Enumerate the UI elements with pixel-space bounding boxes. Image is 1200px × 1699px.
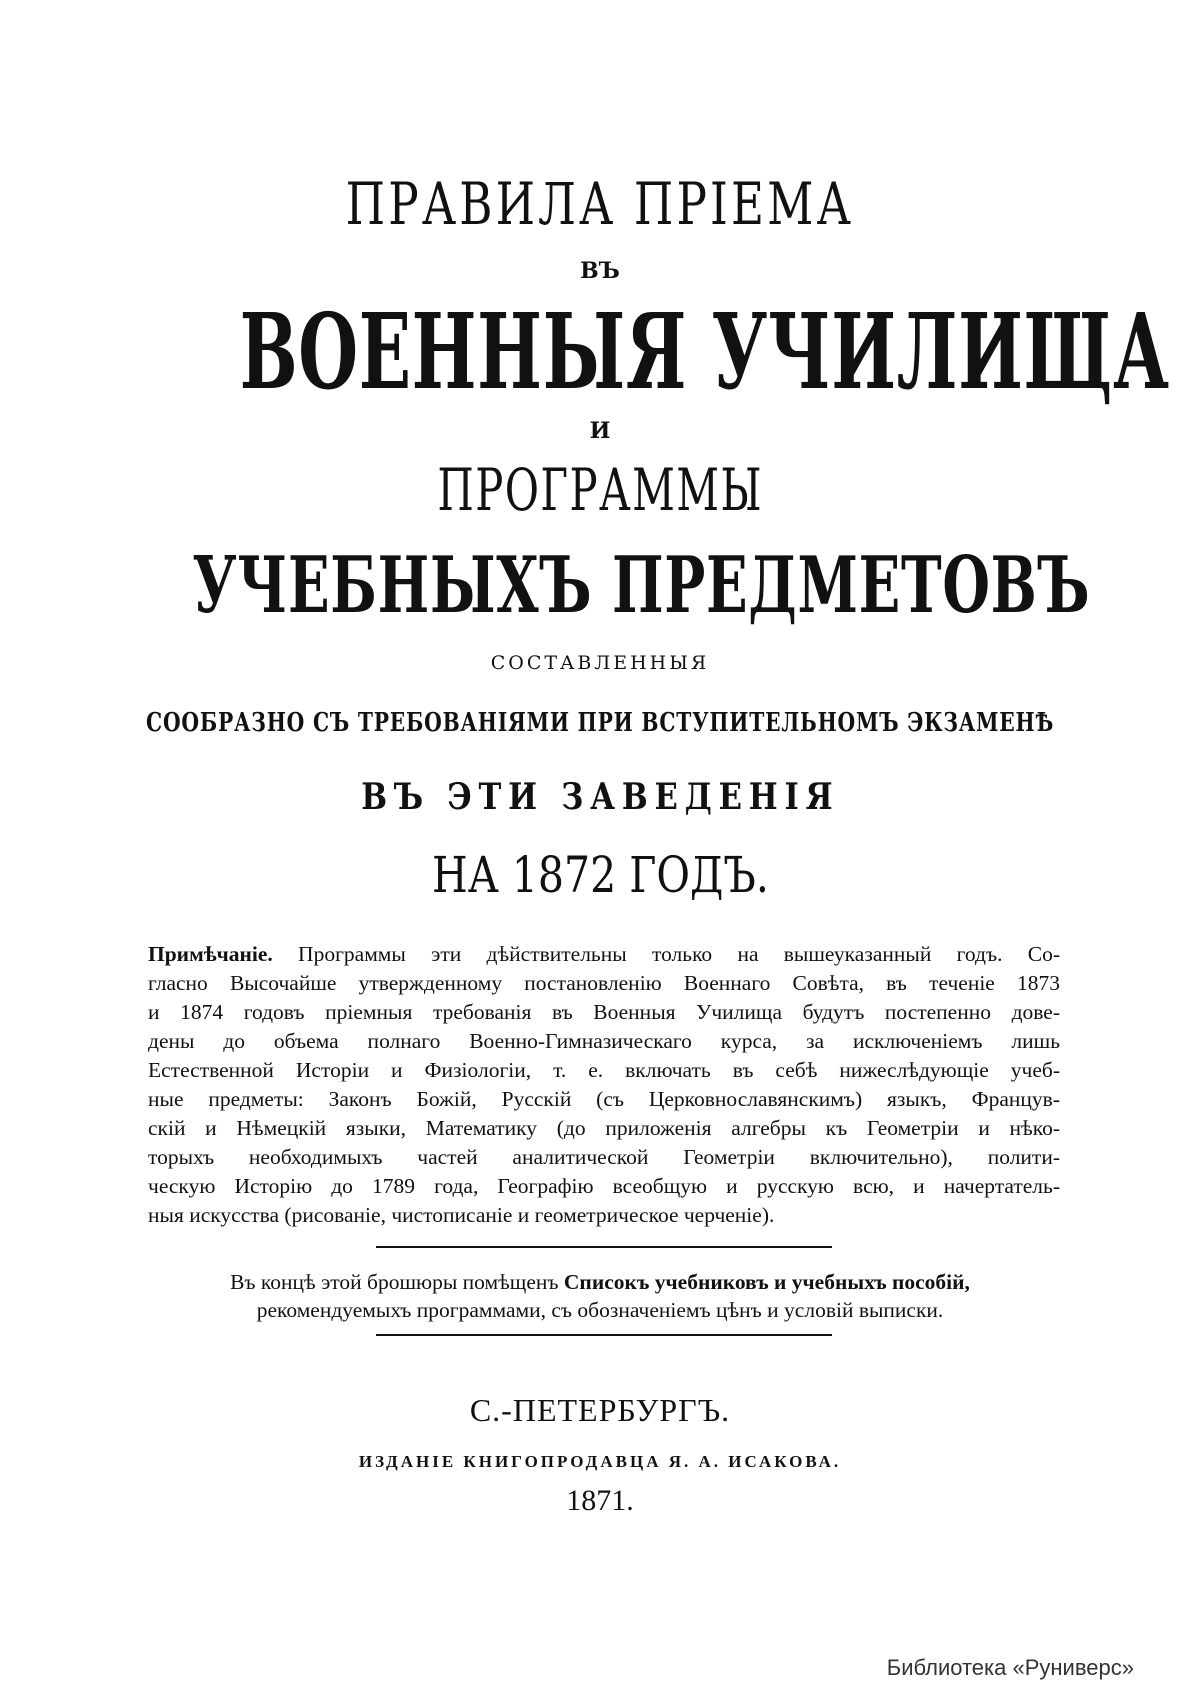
title-main-line-3-text: ВОЕННЫЯ УЧИЛИЩА [239, 290, 1170, 413]
title-requirements-text: СООБРАЗНО СЪ ТРЕБОВАНІЯМИ ПРИ ВСТУПИТЕЛЬНОМЪ ЭКЗАМЕНѢ [145, 708, 1055, 738]
note-line-3: и 1874 годовъ пріемныя требованія въ Военныя Училища будутъ постепенно дове- [148, 1000, 1060, 1024]
title-year-text: НА 1872 ГОДЪ. [431, 846, 769, 904]
imprint-publisher: ИЗДАНІЕ КНИГОПРОДАВЦА Я. А. ИСАКОВА. [358, 1452, 842, 1471]
title-compiled: СОСТАВЛЕННЫЯ [490, 652, 710, 674]
title-requirements [0, 708, 1200, 738]
note-label: Примѣчаніе. [148, 942, 273, 966]
note-line-5: Естественной Исторіи и Физіологіи, т. е. включать въ себѣ нижеслѣдующіе учеб- [148, 1058, 1060, 1082]
title-subjects [0, 540, 1200, 631]
note-line-6: ные предметы: Законъ Божій, Русскій (съ Церковнославянскимъ) языкъ, Францув- [148, 1087, 1060, 1111]
title-connector-v: ВЪ [580, 258, 620, 284]
imprint-city: С.-ПЕТЕРБУРГЪ. [469, 1392, 731, 1428]
title-connector-i: И [589, 418, 611, 444]
library-watermark: Библиотека «Руниверс» [886, 1655, 1134, 1680]
title-programs [0, 456, 1200, 524]
title-year [0, 846, 1200, 904]
note-line-9: ческую Исторію до 1789 года, Географію всеобщую и русскую всю, и начертатель- [148, 1174, 1060, 1198]
note-paragraph [148, 940, 1060, 1230]
divider-bottom [376, 1334, 832, 1336]
title-main-line-1 [0, 170, 1200, 238]
note-line-10: ныя искусства (рисованіе, чистописаніе и геометрическое черченіе). [148, 1203, 775, 1227]
imprint-year: 1871. [566, 1484, 634, 1517]
note-line-1 [148, 940, 1060, 969]
divider-top [376, 1246, 832, 1248]
note-line-2: гласно Высочайше утвержденному постановленію Военнаго Совѣта, въ теченіе 1873 [148, 971, 1060, 995]
title-programs-text: ПРОГРАММЫ [437, 456, 763, 524]
title-institutions-text: ВЪ ЭТИ ЗАВЕДЕНІЯ [360, 776, 840, 818]
note-line-1-text: Программы эти дѣйствительны только на вышеуказанный годъ. Со- [272, 942, 1060, 966]
catalog-notice [150, 1268, 1050, 1324]
catalog-line-2: рекомендуемыхъ программами, съ обозначеніемъ цѣнъ и условій выписки. [256, 1298, 944, 1322]
note-line-8: торыхъ необходимыхъ частей аналитической Геометріи включительно), полити- [148, 1145, 1060, 1169]
title-institutions [0, 776, 1200, 818]
title-main-line-military-schools [0, 290, 1200, 413]
title-main-line-1-text: ПРАВИЛА ПРІЕМА [345, 170, 855, 238]
note-line-7: скій и Нѣмецкій языки, Математику (до приложенія алгебры къ Геометріи и нѣко- [148, 1116, 1060, 1140]
title-subjects-text: УЧЕБНЫХЪ ПРЕДМЕТОВЪ [192, 540, 1091, 631]
catalog-line-1 [150, 1268, 1050, 1296]
catalog-emphasis: Списокъ учебниковъ и учебныхъ пособій, [563, 1270, 970, 1294]
catalog-prefix: Въ концѣ этой брошюры помѣщенъ [230, 1270, 564, 1294]
note-line-4: дены до объема полнаго Военно-Гимназическаго курса, за исключеніемъ лишь [148, 1029, 1060, 1053]
